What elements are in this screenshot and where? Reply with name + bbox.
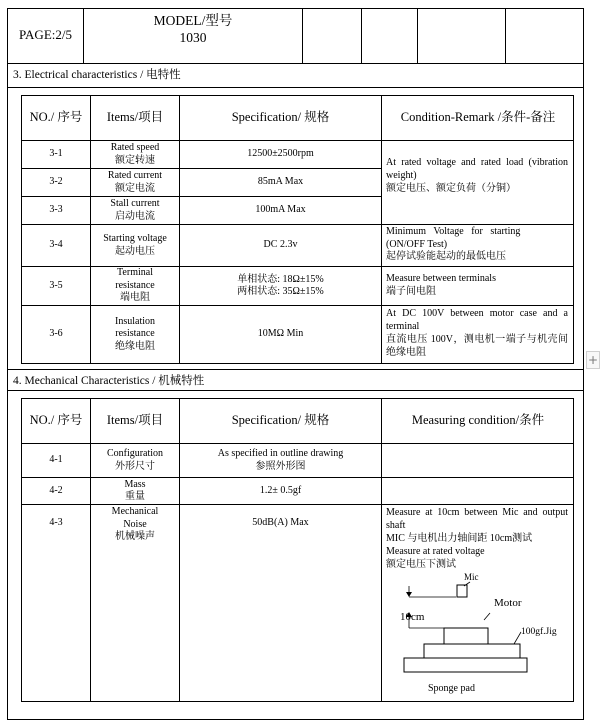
sponge-pad-shape <box>404 658 527 672</box>
row-no: 3-6 <box>49 328 63 340</box>
motor-shape <box>444 628 488 644</box>
model-label: MODEL/型号 <box>153 13 233 29</box>
row-item: Starting voltage 起动电压 <box>103 233 167 257</box>
expand-plus-button[interactable]: + <box>587 353 599 367</box>
row-no: 4-2 <box>49 484 63 496</box>
measuring-condition: Measure at 10cm between Mic and output shaft MIC 与电机出力轴间距 10cm测试 Measure at rated voltage 额定电压下测试 <box>386 507 568 570</box>
remark-terminals: Measure between terminals 端子间电阻 <box>386 273 496 297</box>
section-title-electrical: 3. Electrical characteristics / 电特性 <box>13 69 181 81</box>
row-no: 3-2 <box>49 176 63 188</box>
row-item: Rated speed 额定转速 <box>110 142 160 166</box>
remark-starting: Minimum Voltage for starting (ON/OFF Test) 起停试验能起动的最低电压 <box>386 226 521 262</box>
row-no: 4-3 <box>49 516 63 528</box>
row-spec: 1.2± 0.5gf <box>259 484 302 496</box>
noise-measurement-diagram <box>382 566 574 701</box>
row-spec: 50dB(A) Max <box>252 516 309 528</box>
header-specification: Specification/ 规格 <box>231 110 330 125</box>
motor-leader-line <box>484 613 490 620</box>
row-no: 3-4 <box>49 239 63 251</box>
header-items: Items/项目 <box>106 413 164 428</box>
row-spec: 85mA Max <box>257 176 304 188</box>
distance-label: 10cm <box>400 611 425 623</box>
header-measuring-condition: Measuring condition/条件 <box>411 413 545 428</box>
jig-shape <box>424 644 520 658</box>
model-block <box>84 10 302 50</box>
row-item: Rated current 额定电流 <box>107 170 163 194</box>
model-value: 1030 <box>179 30 207 45</box>
header-condition: Condition-Remark /条件-备注 <box>400 110 556 125</box>
row-spec: 12500±2500rpm <box>247 148 314 160</box>
page-number: PAGE:2/5 <box>19 27 72 43</box>
mic-label: Mic <box>464 572 479 582</box>
jig-leader-line <box>514 632 521 644</box>
row-no: 3-5 <box>49 279 63 291</box>
row-spec: DC 2.3v <box>263 239 298 251</box>
row-item: Terminal resistance 端电阻 <box>115 267 155 304</box>
row-item: Insulation resistance 绝缘电阻 <box>115 315 155 352</box>
row-no: 3-3 <box>49 204 63 216</box>
header-divider <box>7 63 584 64</box>
row-spec: 100mA Max <box>255 204 306 216</box>
row-spec: 单相状态: 18Ω±15% 两相状态: 35Ω±15% <box>237 273 324 297</box>
mic-shape <box>457 585 467 597</box>
remark-insulation: At DC 100V between motor case and a terminal 直流电压 100V，测电机一端子与机壳间绝缘电阻 <box>386 308 568 358</box>
row-item: Stall current 启动电流 <box>110 198 160 222</box>
row-item: Mechanical Noise 机械噪声 <box>111 506 159 542</box>
header-no: NO./ 序号 <box>29 110 83 125</box>
row-spec: 10MΩ Min <box>257 328 304 340</box>
row-no: 4-1 <box>49 454 63 466</box>
header-no: NO./ 序号 <box>29 413 83 428</box>
row-item: Configuration 外形尺寸 <box>106 448 164 472</box>
header-specification: Specification/ 规格 <box>231 413 330 428</box>
jig-label: 100gf.Jig <box>521 627 557 637</box>
row-spec: As specified in outline drawing 参照外形图 <box>217 448 344 472</box>
row-no: 3-1 <box>49 148 63 160</box>
sponge-pad-label: Sponge pad <box>428 683 475 694</box>
row-item: Mass 重量 <box>124 478 146 502</box>
motor-label: Motor <box>494 597 522 609</box>
header-items: Items/项目 <box>106 110 164 125</box>
remark-rated: At rated voltage and rated load (vibration weight) 额定电压、额定负荷（分铜） <box>386 157 568 194</box>
section-title-mechanical: 4. Mechanical Characteristics / 机械特性 <box>13 375 205 387</box>
